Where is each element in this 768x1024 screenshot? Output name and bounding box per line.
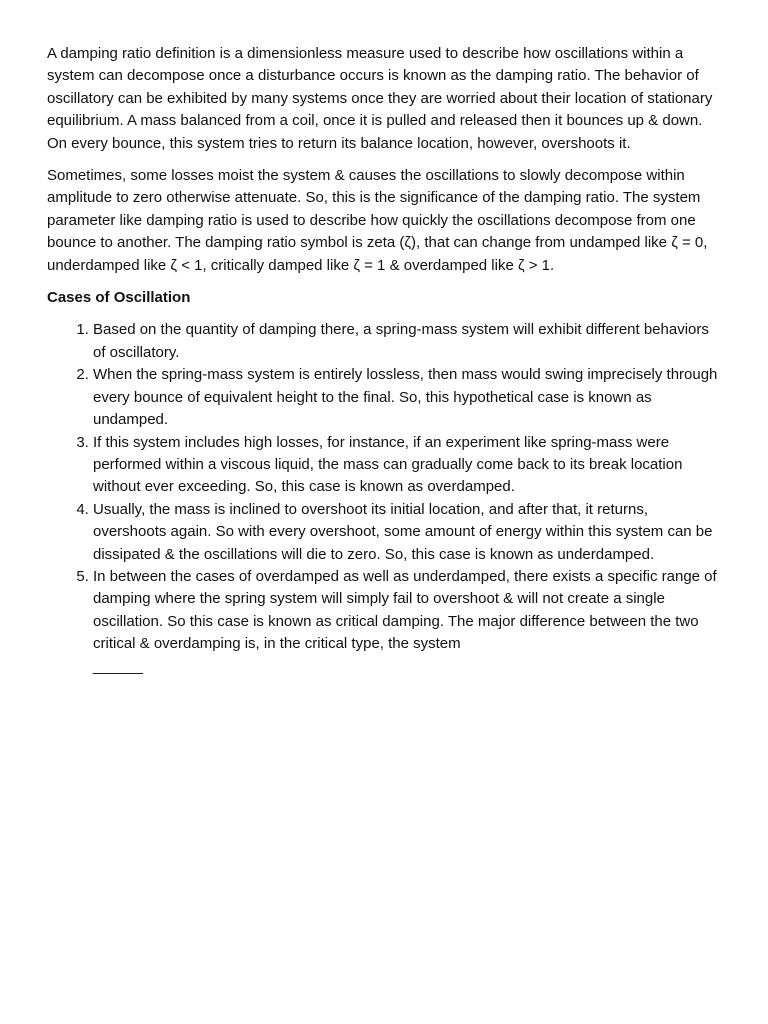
list-item-text: In between the cases of overdamped as well as underdamped, there exists a specific range of damping where the spring system will simply fail to overshoot & will not create a single oscillation. So this case is known as critical damping. The major difference between the two critical & overdamping is, in the critical type, the system <box>93 567 717 653</box>
list-item <box>93 319 723 364</box>
document-page <box>47 43 723 678</box>
section-heading: Cases of Oscillation <box>47 289 191 307</box>
intro-paragraph: A damping ratio definition is a dimensionless measure used to describe how oscillations within a system can decompose once a disturbance occurs is known as the damping ratio. The behavior of oscillatory can be exhibited by many systems once they are worried about their location of stationary equilibrium. A mass balanced from a coil, once it is pulled and released then it bounces up & down. On every bounce, this system tries to return its balance location, however, overshoots it. <box>47 45 713 152</box>
list-item <box>93 432 723 499</box>
list-item <box>93 566 723 678</box>
list-item-text: Based on the quantity of damping there, a spring-mass system will exhibit different behaviors of oscillatory. <box>93 321 709 361</box>
list-item-text: When the spring-mass system is entirely lossless, then mass would swing imprecisely through every bounce of equivalent height to the final. So, this hypothetical case is known as undamped. <box>93 366 718 429</box>
answer-blank: ______ <box>93 657 144 675</box>
zeta-paragraph: Sometimes, some losses moist the system & causes the oscillations to slowly decompose within amplitude to zero otherwise attenuate. So, this is the significance of the damping ratio. The system parameter like damping ratio is used to describe how quickly the oscillations decompose from one bounce to another. The damping ratio symbol is zeta (ζ), that can change from undamped like ζ = 0, underdamped like ζ < 1, critically damped like ζ = 1 & overdamped like ζ > 1. <box>47 167 708 274</box>
list-item <box>93 499 723 566</box>
list-item-text: If this system includes high losses, for instance, if an experiment like spring-mass were performed within a viscous liquid, the mass can gradually come back to its break location without ever exceeding. So, this case is known as overdamped. <box>93 433 683 496</box>
cases-list <box>47 319 723 678</box>
list-item-text: Usually, the mass is inclined to overshoot its initial location, and after that, it returns, overshoots again. So with every overshoot, some amount of energy within this system can be dissipated & the oscillations will die to zero. So, this case is known as underdamped. <box>93 500 713 563</box>
list-item <box>93 364 723 431</box>
